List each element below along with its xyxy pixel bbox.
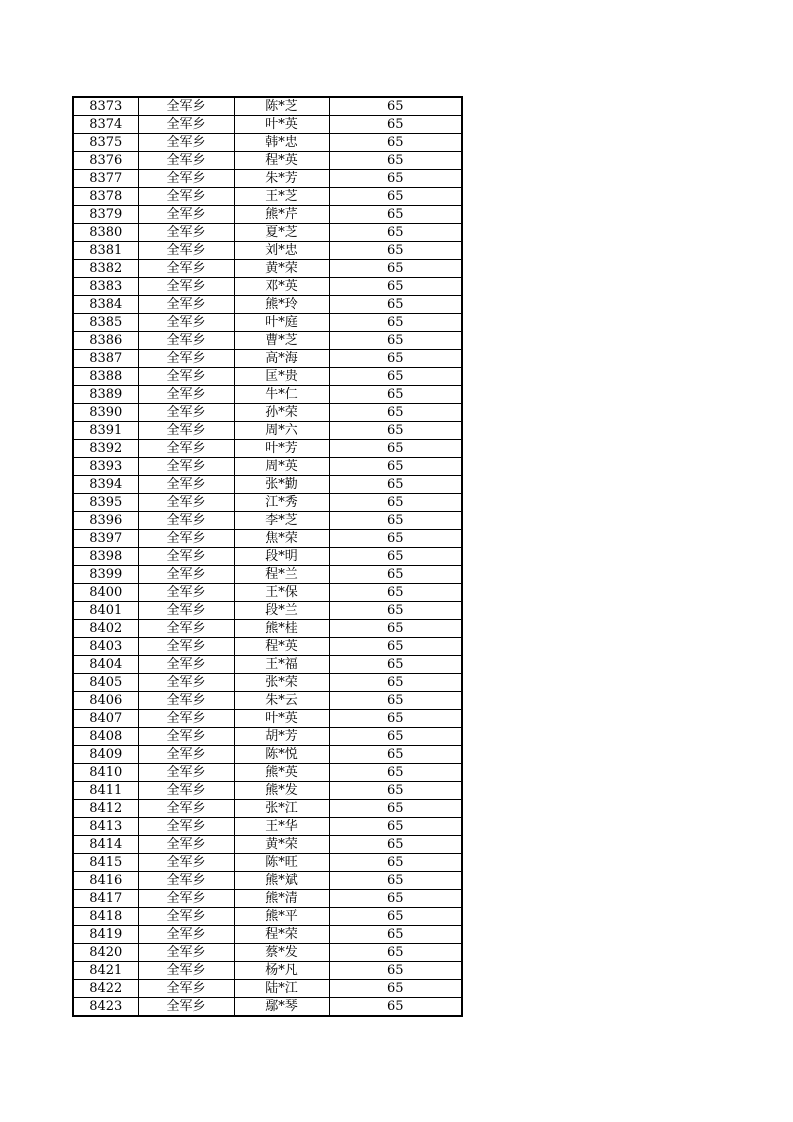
value-cell: 65 — [329, 494, 462, 512]
town-cell: 全军乡 — [138, 674, 234, 692]
name-cell: 牛*仁 — [234, 386, 329, 404]
value-cell: 65 — [329, 854, 462, 872]
row-number-cell: 8374 — [73, 116, 138, 134]
table-row — [73, 494, 462, 512]
table-row — [73, 584, 462, 602]
town-cell: 全军乡 — [138, 188, 234, 206]
table-row — [73, 170, 462, 188]
town-cell: 全军乡 — [138, 890, 234, 908]
town-cell: 全军乡 — [138, 962, 234, 980]
name-cell: 段*明 — [234, 548, 329, 566]
row-number-cell: 8386 — [73, 332, 138, 350]
table-row — [73, 548, 462, 566]
table-row — [73, 476, 462, 494]
row-number-cell: 8415 — [73, 854, 138, 872]
table-row — [73, 224, 462, 242]
name-cell: 张*勤 — [234, 476, 329, 494]
name-cell: 鄢*琴 — [234, 998, 329, 1017]
town-cell: 全军乡 — [138, 872, 234, 890]
row-number-cell: 8414 — [73, 836, 138, 854]
name-cell: 叶*英 — [234, 116, 329, 134]
town-cell: 全军乡 — [138, 710, 234, 728]
value-cell: 65 — [329, 548, 462, 566]
table-row — [73, 116, 462, 134]
table-row — [73, 134, 462, 152]
table-row — [73, 980, 462, 998]
value-cell: 65 — [329, 116, 462, 134]
table-body — [73, 97, 462, 1016]
table-row — [73, 908, 462, 926]
table-row — [73, 97, 462, 116]
town-cell: 全军乡 — [138, 638, 234, 656]
table-row — [73, 800, 462, 818]
value-cell: 65 — [329, 818, 462, 836]
row-number-cell: 8382 — [73, 260, 138, 278]
row-number-cell: 8398 — [73, 548, 138, 566]
name-cell: 周*六 — [234, 422, 329, 440]
town-cell: 全军乡 — [138, 206, 234, 224]
value-cell: 65 — [329, 440, 462, 458]
town-cell: 全军乡 — [138, 584, 234, 602]
name-cell: 叶*芳 — [234, 440, 329, 458]
table-row — [73, 404, 462, 422]
name-cell: 黄*荣 — [234, 836, 329, 854]
row-number-cell: 8404 — [73, 656, 138, 674]
town-cell: 全军乡 — [138, 152, 234, 170]
table-row — [73, 206, 462, 224]
table-row — [73, 782, 462, 800]
name-cell: 韩*忠 — [234, 134, 329, 152]
value-cell: 65 — [329, 944, 462, 962]
town-cell: 全军乡 — [138, 332, 234, 350]
row-number-cell: 8410 — [73, 764, 138, 782]
value-cell: 65 — [329, 836, 462, 854]
town-cell: 全军乡 — [138, 386, 234, 404]
row-number-cell: 8409 — [73, 746, 138, 764]
name-cell: 熊*斌 — [234, 872, 329, 890]
value-cell: 65 — [329, 602, 462, 620]
name-cell: 陈*悦 — [234, 746, 329, 764]
table-row — [73, 764, 462, 782]
row-number-cell: 8413 — [73, 818, 138, 836]
value-cell: 65 — [329, 620, 462, 638]
name-cell: 陈*芝 — [234, 97, 329, 116]
town-cell: 全军乡 — [138, 818, 234, 836]
name-cell: 叶*庭 — [234, 314, 329, 332]
table-row — [73, 962, 462, 980]
town-cell: 全军乡 — [138, 548, 234, 566]
row-number-cell: 8381 — [73, 242, 138, 260]
table-row — [73, 152, 462, 170]
row-number-cell: 8373 — [73, 97, 138, 116]
town-cell: 全军乡 — [138, 944, 234, 962]
table-row — [73, 530, 462, 548]
name-cell: 焦*荣 — [234, 530, 329, 548]
town-cell: 全军乡 — [138, 116, 234, 134]
row-number-cell: 8421 — [73, 962, 138, 980]
value-cell: 65 — [329, 980, 462, 998]
table-row — [73, 296, 462, 314]
table-row — [73, 242, 462, 260]
row-number-cell: 8411 — [73, 782, 138, 800]
table-row — [73, 854, 462, 872]
row-number-cell: 8380 — [73, 224, 138, 242]
row-number-cell: 8402 — [73, 620, 138, 638]
name-cell: 熊*玲 — [234, 296, 329, 314]
row-number-cell: 8416 — [73, 872, 138, 890]
row-number-cell: 8395 — [73, 494, 138, 512]
name-cell: 熊*桂 — [234, 620, 329, 638]
value-cell: 65 — [329, 872, 462, 890]
value-cell: 65 — [329, 566, 462, 584]
value-cell: 65 — [329, 386, 462, 404]
town-cell: 全军乡 — [138, 656, 234, 674]
row-number-cell: 8405 — [73, 674, 138, 692]
town-cell: 全军乡 — [138, 440, 234, 458]
row-number-cell: 8406 — [73, 692, 138, 710]
name-cell: 朱*云 — [234, 692, 329, 710]
table-row — [73, 332, 462, 350]
name-cell: 陆*江 — [234, 980, 329, 998]
value-cell: 65 — [329, 97, 462, 116]
town-cell: 全军乡 — [138, 494, 234, 512]
value-cell: 65 — [329, 242, 462, 260]
name-cell: 熊*平 — [234, 908, 329, 926]
row-number-cell: 8390 — [73, 404, 138, 422]
name-cell: 杨*凡 — [234, 962, 329, 980]
row-number-cell: 8419 — [73, 926, 138, 944]
value-cell: 65 — [329, 800, 462, 818]
value-cell: 65 — [329, 458, 462, 476]
town-cell: 全军乡 — [138, 692, 234, 710]
value-cell: 65 — [329, 890, 462, 908]
value-cell: 65 — [329, 296, 462, 314]
row-number-cell: 8388 — [73, 368, 138, 386]
row-number-cell: 8392 — [73, 440, 138, 458]
table-row — [73, 602, 462, 620]
name-cell: 张*荣 — [234, 674, 329, 692]
name-cell: 程*英 — [234, 152, 329, 170]
table-row — [73, 836, 462, 854]
row-number-cell: 8391 — [73, 422, 138, 440]
name-cell: 陈*旺 — [234, 854, 329, 872]
name-cell: 程*兰 — [234, 566, 329, 584]
town-cell: 全军乡 — [138, 134, 234, 152]
row-number-cell: 8379 — [73, 206, 138, 224]
table-row — [73, 746, 462, 764]
value-cell: 65 — [329, 692, 462, 710]
value-cell: 65 — [329, 764, 462, 782]
value-cell: 65 — [329, 710, 462, 728]
table-row — [73, 314, 462, 332]
value-cell: 65 — [329, 278, 462, 296]
row-number-cell: 8378 — [73, 188, 138, 206]
name-cell: 程*英 — [234, 638, 329, 656]
name-cell: 孙*荣 — [234, 404, 329, 422]
value-cell: 65 — [329, 926, 462, 944]
town-cell: 全军乡 — [138, 854, 234, 872]
town-cell: 全军乡 — [138, 242, 234, 260]
town-cell: 全军乡 — [138, 530, 234, 548]
value-cell: 65 — [329, 998, 462, 1017]
town-cell: 全军乡 — [138, 566, 234, 584]
value-cell: 65 — [329, 584, 462, 602]
town-cell: 全军乡 — [138, 980, 234, 998]
name-cell: 王*保 — [234, 584, 329, 602]
value-cell: 65 — [329, 530, 462, 548]
value-cell: 65 — [329, 782, 462, 800]
name-cell: 周*英 — [234, 458, 329, 476]
town-cell: 全军乡 — [138, 620, 234, 638]
name-cell: 江*秀 — [234, 494, 329, 512]
town-cell: 全军乡 — [138, 836, 234, 854]
town-cell: 全军乡 — [138, 260, 234, 278]
town-cell: 全军乡 — [138, 368, 234, 386]
value-cell: 65 — [329, 170, 462, 188]
name-cell: 叶*英 — [234, 710, 329, 728]
table-row — [73, 620, 462, 638]
data-table — [72, 96, 463, 1017]
value-cell: 65 — [329, 404, 462, 422]
name-cell: 熊*英 — [234, 764, 329, 782]
row-number-cell: 8385 — [73, 314, 138, 332]
town-cell: 全军乡 — [138, 278, 234, 296]
row-number-cell: 8396 — [73, 512, 138, 530]
table-row — [73, 890, 462, 908]
name-cell: 程*荣 — [234, 926, 329, 944]
name-cell: 李*芝 — [234, 512, 329, 530]
value-cell: 65 — [329, 224, 462, 242]
table-row — [73, 566, 462, 584]
table-row — [73, 998, 462, 1017]
town-cell: 全军乡 — [138, 422, 234, 440]
town-cell: 全军乡 — [138, 404, 234, 422]
row-number-cell: 8375 — [73, 134, 138, 152]
name-cell: 高*海 — [234, 350, 329, 368]
name-cell: 熊*发 — [234, 782, 329, 800]
value-cell: 65 — [329, 746, 462, 764]
name-cell: 熊*芹 — [234, 206, 329, 224]
town-cell: 全军乡 — [138, 296, 234, 314]
row-number-cell: 8417 — [73, 890, 138, 908]
town-cell: 全军乡 — [138, 908, 234, 926]
town-cell: 全军乡 — [138, 476, 234, 494]
name-cell: 邓*英 — [234, 278, 329, 296]
row-number-cell: 8383 — [73, 278, 138, 296]
row-number-cell: 8423 — [73, 998, 138, 1017]
name-cell: 张*江 — [234, 800, 329, 818]
table-row — [73, 926, 462, 944]
row-number-cell: 8384 — [73, 296, 138, 314]
table-row — [73, 440, 462, 458]
town-cell: 全军乡 — [138, 458, 234, 476]
name-cell: 胡*芳 — [234, 728, 329, 746]
value-cell: 65 — [329, 188, 462, 206]
town-cell: 全军乡 — [138, 926, 234, 944]
value-cell: 65 — [329, 152, 462, 170]
value-cell: 65 — [329, 350, 462, 368]
name-cell: 王*芝 — [234, 188, 329, 206]
table-row — [73, 512, 462, 530]
value-cell: 65 — [329, 332, 462, 350]
row-number-cell: 8400 — [73, 584, 138, 602]
name-cell: 匡*贵 — [234, 368, 329, 386]
row-number-cell: 8393 — [73, 458, 138, 476]
row-number-cell: 8399 — [73, 566, 138, 584]
row-number-cell: 8420 — [73, 944, 138, 962]
table-row — [73, 692, 462, 710]
row-number-cell: 8389 — [73, 386, 138, 404]
table-row — [73, 674, 462, 692]
value-cell: 65 — [329, 476, 462, 494]
row-number-cell: 8376 — [73, 152, 138, 170]
town-cell: 全军乡 — [138, 512, 234, 530]
town-cell: 全军乡 — [138, 746, 234, 764]
town-cell: 全军乡 — [138, 728, 234, 746]
name-cell: 蔡*发 — [234, 944, 329, 962]
row-number-cell: 8422 — [73, 980, 138, 998]
value-cell: 65 — [329, 512, 462, 530]
value-cell: 65 — [329, 314, 462, 332]
value-cell: 65 — [329, 908, 462, 926]
value-cell: 65 — [329, 260, 462, 278]
town-cell: 全军乡 — [138, 764, 234, 782]
value-cell: 65 — [329, 656, 462, 674]
town-cell: 全军乡 — [138, 97, 234, 116]
table-row — [73, 728, 462, 746]
name-cell: 段*兰 — [234, 602, 329, 620]
row-number-cell: 8377 — [73, 170, 138, 188]
value-cell: 65 — [329, 422, 462, 440]
table-row — [73, 386, 462, 404]
town-cell: 全军乡 — [138, 998, 234, 1017]
table-row — [73, 368, 462, 386]
row-number-cell: 8401 — [73, 602, 138, 620]
town-cell: 全军乡 — [138, 800, 234, 818]
value-cell: 65 — [329, 206, 462, 224]
row-number-cell: 8412 — [73, 800, 138, 818]
table-row — [73, 458, 462, 476]
name-cell: 熊*清 — [234, 890, 329, 908]
row-number-cell: 8403 — [73, 638, 138, 656]
value-cell: 65 — [329, 674, 462, 692]
row-number-cell: 8394 — [73, 476, 138, 494]
name-cell: 王*福 — [234, 656, 329, 674]
town-cell: 全军乡 — [138, 170, 234, 188]
name-cell: 王*华 — [234, 818, 329, 836]
name-cell: 曹*芝 — [234, 332, 329, 350]
table-row — [73, 260, 462, 278]
name-cell: 黄*荣 — [234, 260, 329, 278]
row-number-cell: 8407 — [73, 710, 138, 728]
table-row — [73, 350, 462, 368]
town-cell: 全军乡 — [138, 350, 234, 368]
table-row — [73, 188, 462, 206]
town-cell: 全军乡 — [138, 782, 234, 800]
table-row — [73, 422, 462, 440]
table-row — [73, 944, 462, 962]
table-row — [73, 710, 462, 728]
name-cell: 夏*芝 — [234, 224, 329, 242]
value-cell: 65 — [329, 962, 462, 980]
table-row — [73, 818, 462, 836]
name-cell: 刘*忠 — [234, 242, 329, 260]
town-cell: 全军乡 — [138, 224, 234, 242]
row-number-cell: 8408 — [73, 728, 138, 746]
value-cell: 65 — [329, 134, 462, 152]
row-number-cell: 8387 — [73, 350, 138, 368]
table-row — [73, 656, 462, 674]
value-cell: 65 — [329, 638, 462, 656]
table-row — [73, 278, 462, 296]
table-row — [73, 872, 462, 890]
name-cell: 朱*芳 — [234, 170, 329, 188]
row-number-cell: 8397 — [73, 530, 138, 548]
row-number-cell: 8418 — [73, 908, 138, 926]
town-cell: 全军乡 — [138, 314, 234, 332]
value-cell: 65 — [329, 368, 462, 386]
town-cell: 全军乡 — [138, 602, 234, 620]
value-cell: 65 — [329, 728, 462, 746]
table-row — [73, 638, 462, 656]
